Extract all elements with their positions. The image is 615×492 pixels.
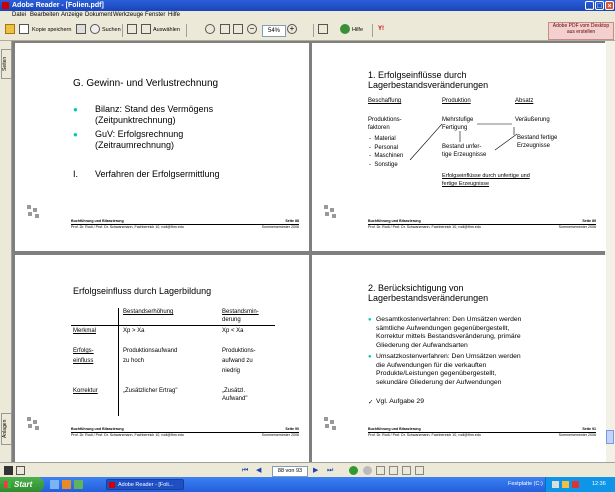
help-button[interactable]: Hilfe [352, 27, 364, 33]
section-title: Verfahren der Erfolgsermittlung [95, 169, 220, 179]
diagram-note: fertige Erzeugnisse [442, 181, 490, 187]
bullet-text: Gesamtkostenverfahren: Den Umsätzen werden sämtliche Aufwendungen gegenübergestellt, Korrektur mittels Bestandsveränderung, primäre Gliederung der Aufwandsarten [376, 316, 522, 349]
menu-bar [0, 11, 615, 21]
column-heading: Produktion [442, 98, 471, 104]
page-size-icon[interactable] [16, 466, 25, 475]
zoom-in-plus-icon[interactable]: + [287, 24, 297, 34]
search-button[interactable]: Suchen [102, 27, 121, 33]
slide-title: Erfolgseinfluss durch Lagerbildung [73, 286, 212, 296]
menu-werkzeuge[interactable]: Werkzeuge [113, 12, 144, 18]
page-navigation-bar [0, 462, 615, 478]
table-cell: „Zusätzlicher Ertrag" [123, 388, 178, 394]
select-tool-icon[interactable] [141, 24, 151, 34]
bullet-icon: ● [73, 130, 78, 139]
next-page-button[interactable]: ▶ [313, 467, 319, 474]
close-button[interactable]: × [605, 1, 614, 10]
quicklaunch-icon[interactable] [74, 480, 83, 489]
table-cell: zu hoch [123, 358, 145, 364]
create-pdf-promo-button[interactable]: Adobe PDF vom Desktop aus erstellen [548, 22, 614, 40]
table-cell: niedrig [222, 368, 241, 374]
single-page-icon[interactable] [376, 466, 385, 475]
bullet-icon: ● [368, 354, 372, 360]
scrollbar-thumb[interactable] [606, 430, 614, 444]
tray-icon[interactable] [562, 481, 569, 488]
adobe-reader-icon [2, 2, 9, 9]
facing-page-icon[interactable] [402, 466, 411, 475]
system-tray [545, 477, 615, 492]
menu-dokument[interactable]: Dokument [85, 12, 113, 18]
table-cell: Produktionsaufwand [123, 348, 178, 354]
reference-text: Vgl. Aufgabe 29 [376, 398, 424, 405]
table-cell: „Zusätzl. [222, 388, 246, 394]
bullet-text: (Zeitpunktrechnung) [95, 115, 176, 125]
table-row-label: Korrektur [73, 388, 98, 394]
table-cell: Xp > Xa [123, 328, 145, 334]
menu-datei[interactable]: Datei [12, 12, 27, 18]
fh-logo-icon [322, 203, 340, 221]
slide-title: 2. Berücksichtigung von [368, 283, 464, 293]
windows-logo-icon [4, 481, 11, 488]
page-footer: Buchführung und Bilanzierung Seite 91 Prof. Dr. Rodi / Prof. Dr. Schwarzmann, Fachbereich 10, rodi@fhm.edu Sommersemester 2006 [368, 427, 596, 437]
back-view-button[interactable] [349, 466, 358, 475]
continuous-facing-icon[interactable] [415, 466, 424, 475]
vertical-scrollbar[interactable] [605, 41, 615, 462]
page-fit-icon[interactable] [220, 24, 230, 34]
rotate-icon[interactable] [318, 24, 328, 34]
slide-title: G. Gewinn- und Verlustrechnung [73, 78, 219, 89]
table-cell: Aufwand" [222, 396, 248, 402]
bullet-icon: ● [73, 105, 78, 114]
table-cell: aufwand zu [222, 358, 253, 364]
zoom-out-icon[interactable]: − [247, 24, 257, 34]
page-footer: Buchführung und Bilanzierung Seite 90 Prof. Dr. Rodi / Prof. Dr. Schwarzmann, Fachbereich 10, rodi@fhm.edu Sommersemester 2006 [71, 427, 299, 437]
table-cell: Produktions- [222, 348, 256, 354]
tray-drive-label: Festplatte (C:) [508, 481, 543, 487]
factor-list: - Material - Personal - Maschinen - Sonstige [369, 136, 404, 168]
first-page-button[interactable]: ⏮ [242, 467, 249, 474]
menu-hilfe[interactable]: Hilfe [168, 12, 181, 18]
menu-anzeige[interactable]: Anzeige [61, 12, 83, 18]
zoom-in-icon[interactable] [205, 24, 215, 34]
diagram-label: Mehrstufige [442, 117, 474, 123]
fh-logo-icon [25, 203, 43, 221]
fh-logo-icon [322, 415, 340, 433]
table-header: Bestandsmin- [222, 309, 259, 315]
section-number: I. [73, 169, 79, 179]
bullet-text: GuV: Erfolgsrechnung [95, 129, 184, 139]
windows-taskbar [0, 477, 615, 492]
search-icon[interactable] [90, 24, 100, 34]
bullet-text: (Zeitraumrechnung) [95, 140, 175, 150]
save-copy-button[interactable]: Kopie speichern [32, 27, 72, 33]
start-label: Start [14, 480, 33, 489]
slide-title: 1. Erfolgseinflüsse durch [368, 70, 467, 80]
quicklaunch-icon[interactable] [50, 480, 59, 489]
table-cell: Xp < Xa [222, 328, 244, 334]
slide-title: Lagerbestandsveränderungen [368, 293, 489, 303]
diagram-label: Bestand unfer- [442, 144, 482, 150]
bullet-icon: ● [368, 317, 372, 323]
diagram-label: faktoren [368, 125, 390, 131]
save-copy-icon[interactable] [19, 24, 29, 34]
diagram-label: Bestand fertige [517, 135, 558, 141]
tray-icon[interactable] [552, 481, 559, 488]
diagram-label: Erzeugnisse [517, 143, 551, 149]
select-button[interactable]: Auswählen [153, 27, 180, 33]
title-bar [0, 0, 615, 11]
menu-fenster[interactable]: Fenster [145, 12, 166, 18]
column-heading: Absatz [515, 98, 534, 104]
help-icon[interactable] [340, 24, 350, 34]
zoom-level-field[interactable]: 54% [262, 25, 286, 37]
fh-logo-icon [25, 415, 43, 433]
continuous-page-icon[interactable] [389, 466, 398, 475]
fit-width-icon[interactable] [233, 24, 243, 34]
bullet-text: Umsatzkostenverfahren: Den Umsätzen werden die Aufwendungen für die verkauften Produkte/Leistungen gegenübergestellt, sekundäre Gliederung der Aufwendungen [376, 353, 521, 386]
column-heading: Beschaffung [368, 98, 402, 104]
window-title: Adobe Reader - [Folien.pdf] [12, 2, 104, 9]
table-row-label: Erfolgs- [73, 348, 94, 354]
pdf-page-90 [15, 255, 309, 463]
toolbar [0, 21, 615, 41]
navigation-pane [0, 41, 12, 462]
table-header: Bestandserhöhung [123, 309, 174, 315]
print-icon[interactable] [76, 24, 86, 34]
menu-bearbeiten[interactable]: Bearbeiten [30, 12, 60, 18]
toggle-pane-icon[interactable] [4, 466, 13, 475]
bullet-text: Bilanz: Stand des Vermögens [95, 104, 214, 114]
pdf-page-89 [312, 43, 606, 251]
tab-attachments[interactable]: Anlagen [1, 413, 12, 445]
clock: 12:36 [592, 481, 606, 487]
pdf-page-88 [15, 43, 309, 251]
page-footer: Buchführung und Bilanzierung Seite 88 Prof. Dr. Rodi / Prof. Dr. Schwarzmann, Fachbereich 10, rodi@fhm.edu Sommersemester 2006 [71, 219, 299, 229]
page-footer: Buchführung und Bilanzierung Seite 89 Prof. Dr. Rodi / Prof. Dr. Schwarzmann, Fachbereich 10, rodi@fhm.edu Sommersemester 2006 [368, 219, 596, 229]
yahoo-toolbar-icon[interactable]: Y! [378, 26, 384, 32]
table-rule [71, 325, 275, 326]
diagram-label: Fertigung [442, 125, 468, 131]
checkmark-icon: ✓ [368, 399, 374, 406]
maximize-button[interactable]: □ [595, 1, 604, 10]
start-button[interactable] [0, 477, 44, 492]
slide-title: Lagerbestandsveränderungen [368, 80, 489, 90]
last-page-button[interactable]: ⏭ [327, 467, 334, 474]
tab-pages[interactable]: Seiten [1, 49, 12, 79]
hand-tool-icon[interactable] [127, 24, 137, 34]
diagram-label: tige Erzeugnisse [442, 152, 487, 158]
pdf-page-91 [312, 255, 606, 463]
forward-view-button[interactable] [363, 466, 372, 475]
diagram-note: Erfolgseinflüsse durch unfertige und [442, 173, 530, 179]
taskbar-item-label: Adobe Reader - [Foli... [118, 482, 174, 488]
tray-icon[interactable] [572, 481, 579, 488]
adobe-reader-icon [109, 482, 115, 488]
table-divider [118, 308, 119, 416]
minimize-button[interactable]: _ [585, 1, 594, 10]
diagram-label: Veräußerung [515, 117, 550, 123]
open-folder-icon[interactable] [5, 24, 15, 34]
table-header: derung [222, 317, 241, 323]
page-number-field[interactable]: 88 von 93 [272, 466, 308, 477]
quicklaunch-icon[interactable] [62, 480, 71, 489]
previous-page-button[interactable]: ◀ [256, 467, 262, 474]
table-row-label: Merkmal [73, 328, 97, 334]
table-row-label: einfluss [73, 358, 94, 364]
flow-arrows [402, 118, 532, 163]
taskbar-item-adobe-reader[interactable] [106, 479, 184, 490]
diagram-label: Produktions- [368, 117, 402, 123]
